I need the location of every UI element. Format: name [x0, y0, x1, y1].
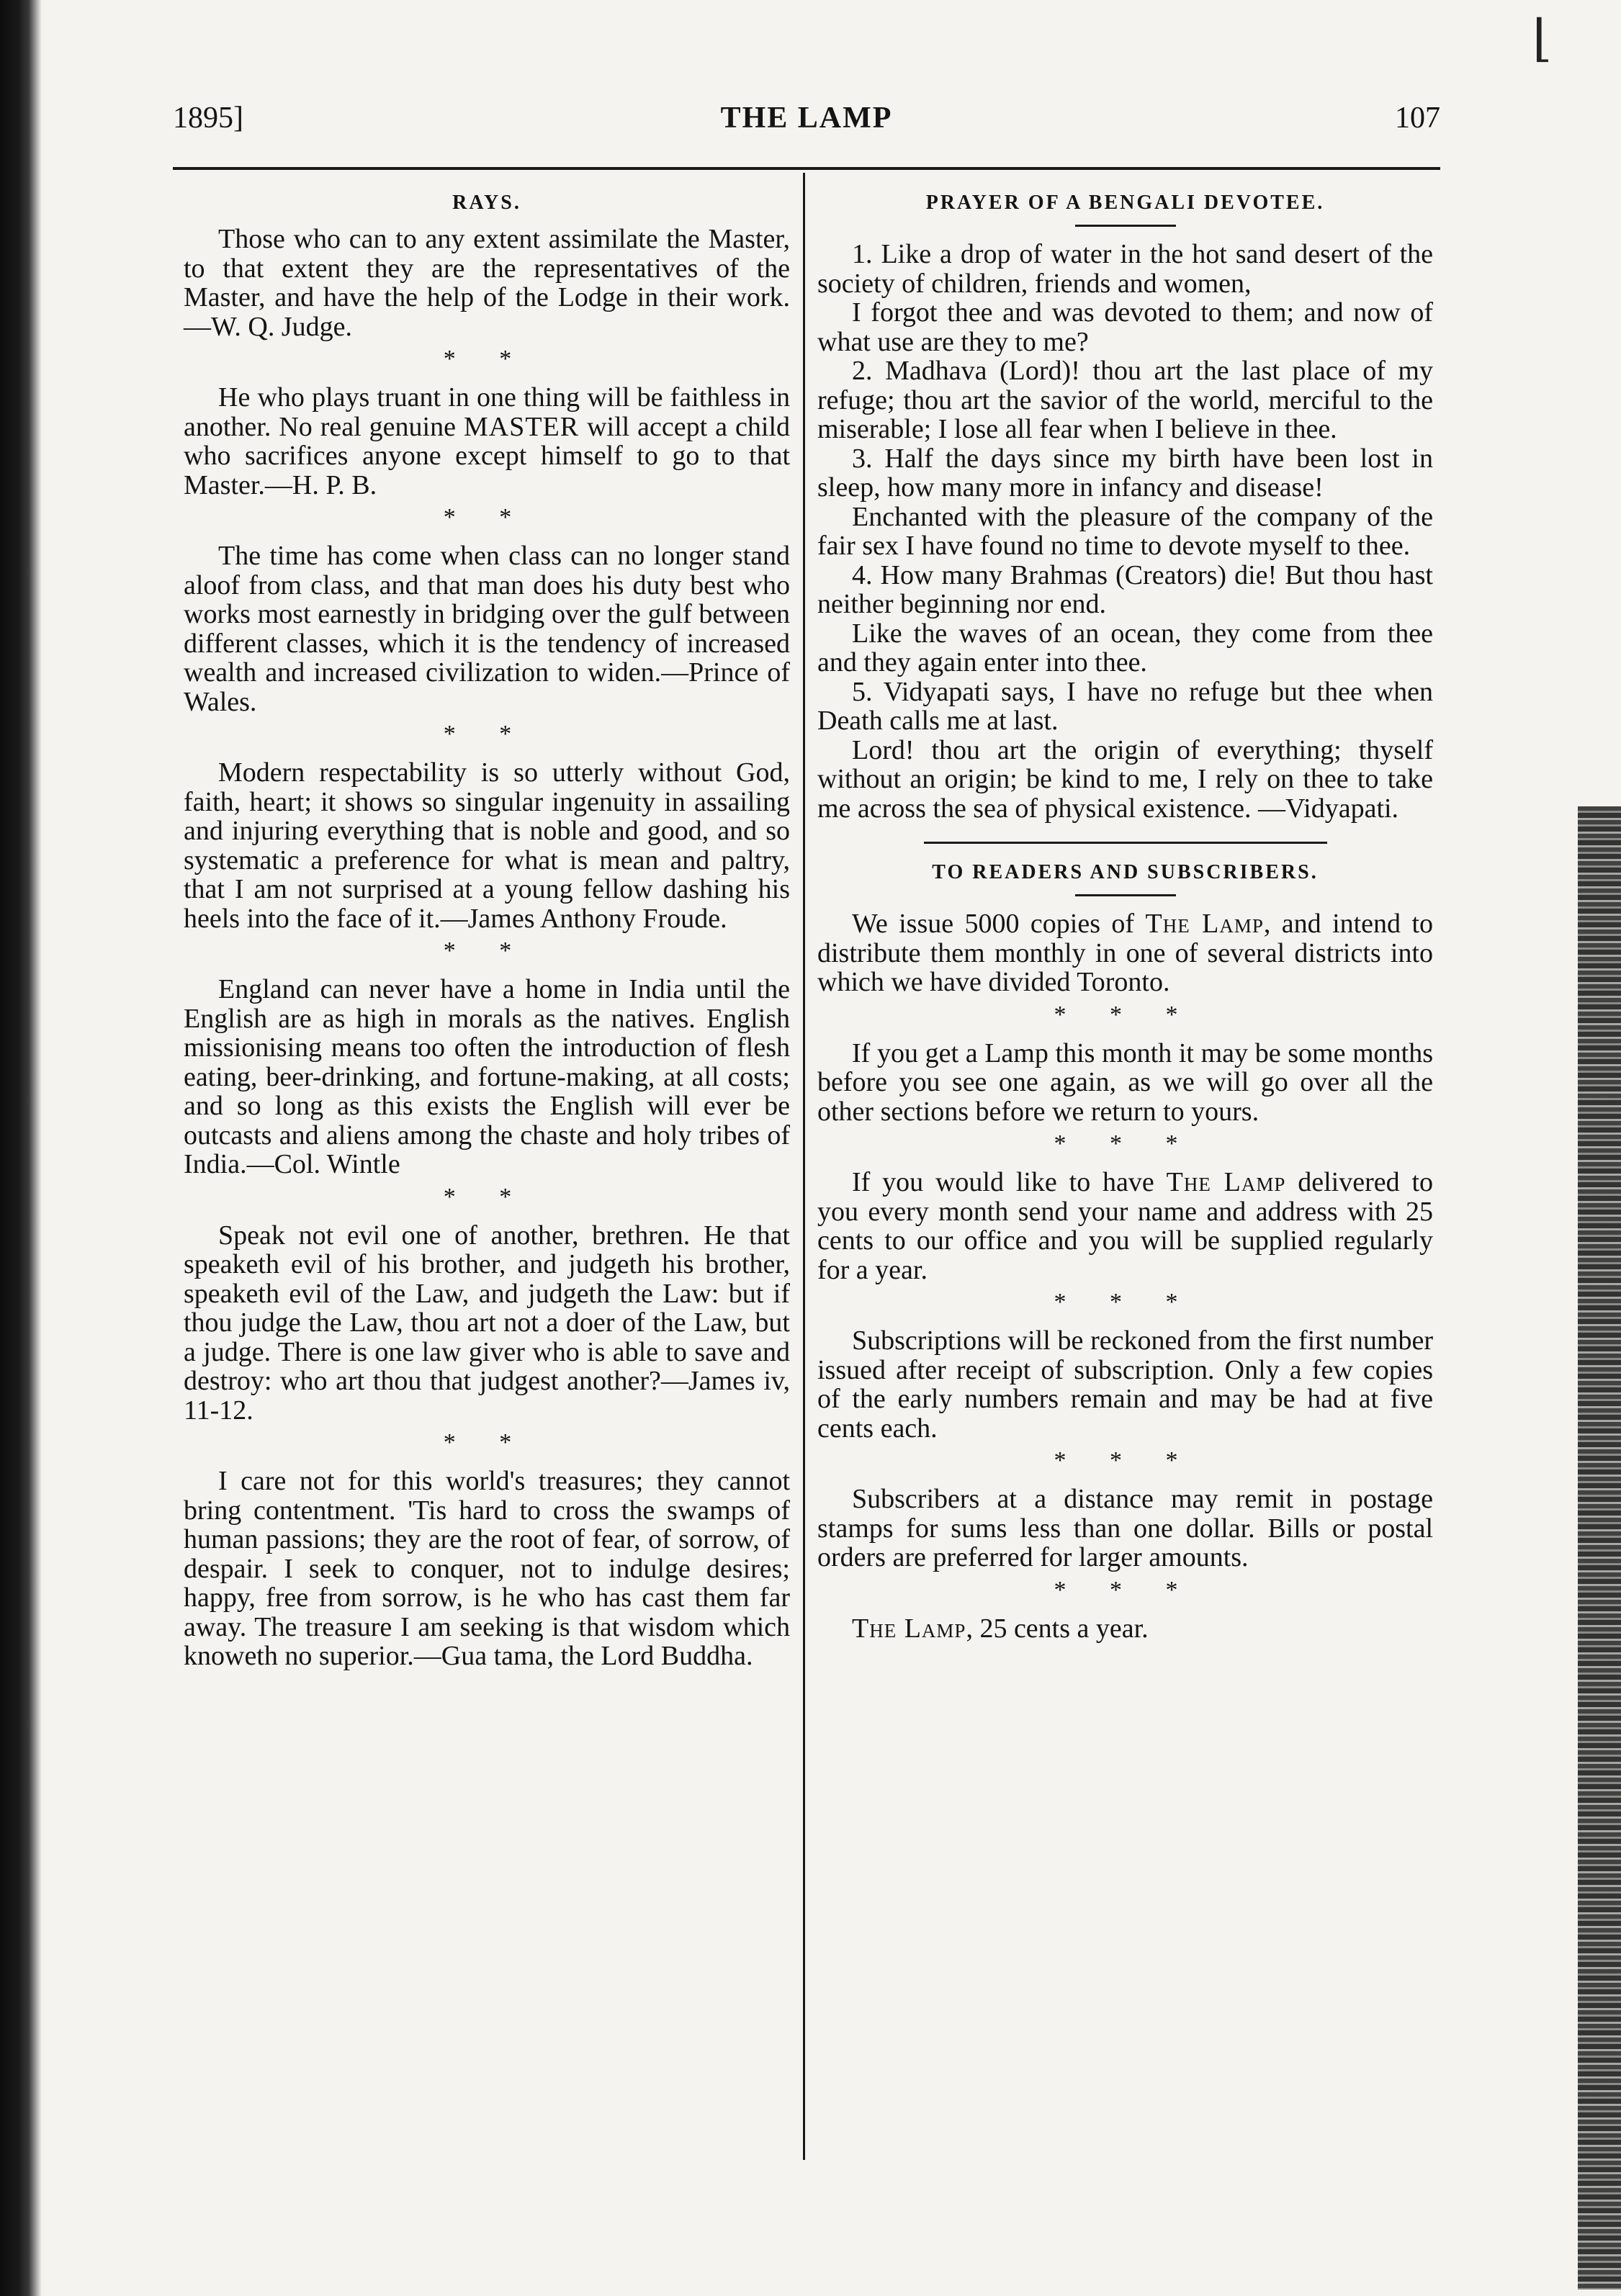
prayer-heading: PRAYER OF A BENGALI DEVOTEE.	[925, 192, 1325, 214]
notice-paragraph	[817, 1485, 1433, 1572]
left-column	[184, 189, 790, 1671]
scan-ink-mark: ⌊	[1532, 9, 1553, 68]
header-rule	[173, 167, 1440, 170]
header-title: THE LAMP	[720, 102, 893, 135]
column-divider	[803, 173, 805, 2160]
rays-item-text: Those who can to any extent assimilate the Master, to that extent they are the representatives of the Master, and have the help of the Lodge in their work. —W. Q. Judge.	[184, 224, 790, 342]
header-page-number: 107	[1395, 102, 1440, 135]
rays-item-text: The time has come when class can no longer stand aloof from class, and that man does his duty best who works most earnestly in bridging over the gulf between different classes, which it is the tendency of increased wealth and increased civilization to widen.—Prince of Wales.	[184, 541, 790, 717]
notice-paragraph	[817, 1168, 1433, 1284]
section-rule	[924, 842, 1327, 844]
rays-item-text: Speak not evil one of another, brethren. He that speaketh evil of his brother, and judgeth his brother, speaketh evil of the Law, and judgeth the Law: but if thou judge the Law, thou art not a doer of the Law, but a judge. There is one law giver who is able to save and destroy: who art thou that judgest another?—James iv, 11-12.	[184, 1220, 790, 1426]
section-stars: * * *	[1054, 1289, 1197, 1315]
notice-text: We issue 5000 copies of	[852, 909, 1135, 939]
scan-shadow-left	[0, 0, 42, 2296]
section-stars: * * *	[1054, 1130, 1197, 1157]
rays-item-text: I care not for this world's treasures; they cannot bring contentment. 'Tis hard to cross the swamps of human passions; they are the root of fear, of sorrow, of despair. I seek to conquer, not to indulge desires; happy, free from sorrow, is he who has cast them far away. The treasure I am seeking is that wisdom which knoweth no superior.—Gua tama, the Lord Buddha.	[184, 1466, 790, 1671]
section-stars: * *	[443, 937, 531, 964]
rays-heading: RAYS.	[452, 192, 521, 214]
rays-item	[184, 758, 790, 933]
closing-line	[817, 1614, 1433, 1644]
rays-item	[184, 541, 790, 716]
readers-heading: TO READERS AND SUBSCRIBERS.	[932, 861, 1319, 883]
notice-smallcaps: The Lamp	[1145, 909, 1264, 939]
section-stars: * * *	[1054, 1576, 1197, 1603]
rays-item	[184, 383, 790, 500]
rays-item-smallcaps: MASTER	[463, 411, 580, 442]
section-stars: * *	[443, 346, 531, 372]
scan-shadow-right	[1578, 806, 1621, 2290]
prayer-verse: I forgot thee and was devoted to them; and now of what use are they to me?	[817, 297, 1433, 357]
rays-item-text: Modern respectability is so utterly without God, faith, heart; it shows so singular ingenuity in assailing and injuring everything that is noble and good, and so systematic a preference for what is mean and paltry, that I am not surprised at a young fellow dashing his heels into the face of it.—James Anthony Froude.	[184, 757, 790, 934]
header-year: 1895]	[173, 102, 243, 135]
heading-rule	[1075, 894, 1176, 896]
notice-text: delivered to you every month send your name and address with 25 cents to our office and you will be supplied regularly for a year.	[817, 1167, 1433, 1285]
section-stars: * * *	[1054, 1001, 1197, 1028]
rays-item	[184, 1467, 790, 1671]
prayer-verse: 2. Madhava (Lord)! thou art the last place of my refuge; thou art the savior of the world, merciful to the miserable; I lose all fear when I believe in thee.	[817, 356, 1433, 444]
rays-item	[184, 975, 790, 1179]
notice-smallcaps: The Lamp	[1166, 1167, 1286, 1197]
notice-text: Subscribers at a distance may remit in postage stamps for sums less than one dollar. Bills or postal orders are preferred for larger amounts.	[817, 1484, 1433, 1572]
section-stars: * * *	[1054, 1447, 1197, 1474]
closing-smallcaps: The Lamp	[852, 1613, 966, 1644]
prayer-verse: Lord! thou art the origin of everything; thyself without an origin; be kind to me, I rely on thee to take me across the sea of physical existence. —Vidyapati.	[817, 734, 1433, 824]
rays-item-text: will accept a child who sacrifices anyone except himself to go to that Master.—H. P. B.	[184, 411, 790, 500]
notice-text: Subscriptions will be reckoned from the first number issued after receipt of subscription. Only a few copies of the early numbers remain and may be had at five cents each.	[817, 1325, 1433, 1444]
closing-text: , 25 cents a year.	[966, 1613, 1149, 1644]
prayer-verse: Enchanted with the pleasure of the company of the fair sex I have found no time to devote myself to thee.	[817, 501, 1433, 561]
notice-paragraph	[817, 1326, 1433, 1443]
rays-item	[184, 225, 790, 341]
page-header	[173, 101, 1440, 158]
heading-rule	[1075, 225, 1176, 227]
notice-text: If you get a Lamp this month it may be some months before you see one again, as we will go over all the other sections before we return to yours.	[817, 1037, 1433, 1127]
section-stars: * *	[443, 1183, 531, 1210]
prayer-verse: 4. How many Brahmas (Creators) die! But thou hast neither beginning nor end.	[817, 559, 1433, 619]
prayer-verse: Like the waves of an ocean, they come from thee and they again enter into thee.	[817, 618, 1433, 677]
section-stars: * *	[443, 721, 531, 747]
section-stars: * *	[443, 504, 531, 531]
prayer-verse: 1. Like a drop of water in the hot sand desert of the society of children, friends and women,	[817, 239, 1433, 299]
notice-text: , and intend to distribute them monthly in one of several districts into which we have divided Toronto.	[817, 909, 1434, 997]
rays-item-text: He who plays truant in one thing will be faithless in another. No real genuine	[184, 382, 790, 442]
notice-paragraph	[817, 909, 1433, 997]
prayer-verse: 3. Half the days since my birth have been lost in sleep, how many more in infancy and disease!	[817, 443, 1433, 503]
prayer-verse: 5. Vidyapati says, I have no refuge but thee when Death calls me at last.	[817, 676, 1433, 736]
rays-item-text: England can never have a home in India until the English are as high in morals as the natives. English missionising means too often the introduction of flesh eating, beer-drinking, and fortune-making, at all costs; and so long as this exists the English will ever be outcasts and aliens among the chaste and holy tribes of India.—Col. Wintle	[184, 974, 790, 1179]
rays-item	[184, 1221, 790, 1426]
notice-text: If you would like to have	[852, 1167, 1154, 1197]
notice-paragraph	[817, 1039, 1433, 1127]
section-stars: * *	[443, 1429, 531, 1456]
right-column	[817, 189, 1433, 1643]
